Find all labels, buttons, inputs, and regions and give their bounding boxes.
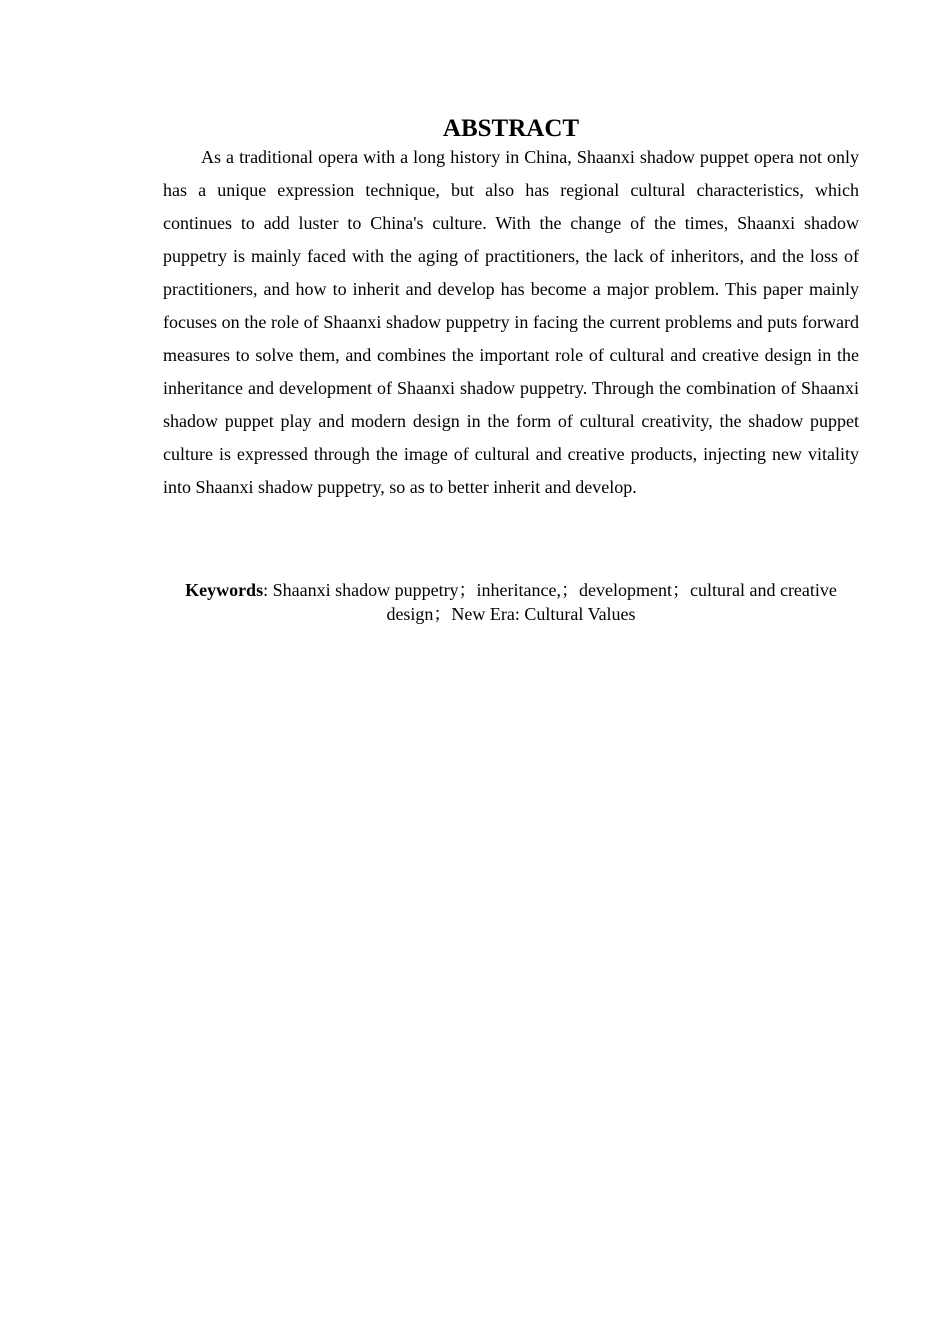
keywords-label: Keywords: [185, 580, 264, 600]
keywords-text: Shaanxi shadow puppetry；inheritance,；development；cultural and creative design；New Era: Cultural Values: [268, 580, 837, 624]
keywords-line: [163, 578, 859, 626]
abstract-paragraph: As a traditional opera with a long history in China, Shaanxi shadow puppet opera not only has a unique expression technique, but also has regional cultural characteristics, which continues to add luster to China's culture. With the change of the times, Shaanxi shadow puppetry is mainly faced with the aging of practitioners, the lack of inheritors, and the loss of practitioners, and how to inherit and develop has become a major problem. This paper mainly focuses on the role of Shaanxi shadow puppetry in facing the current problems and puts forward measures to solve them, and combines the important role of cultural and creative design in the inheritance and development of Shaanxi shadow puppetry. Through the combination of Shaanxi shadow puppet play and modern design in the form of cultural creativity, the shadow puppet culture is expressed through the image of cultural and creative products, injecting new vitality into Shaanxi shadow puppetry, so as to better inherit and develop.: [163, 147, 859, 497]
abstract-title: ABSTRACT: [442, 115, 580, 142]
keywords-separator: :: [263, 580, 269, 600]
